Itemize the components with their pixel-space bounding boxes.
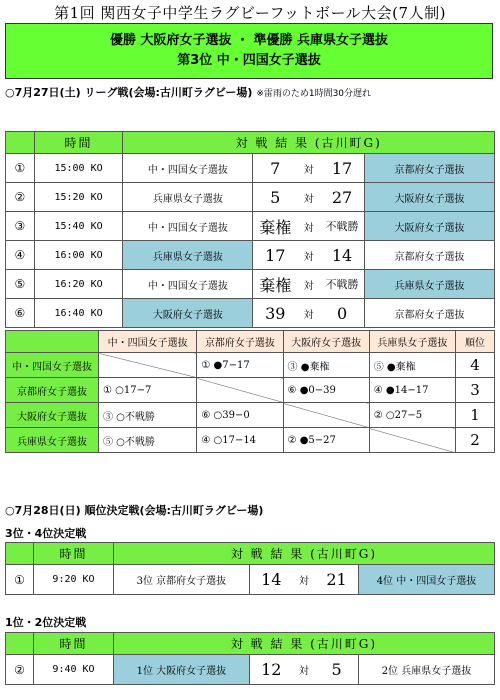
day2-heading: ○7月28日(日) 順位決定戦(会場:古川町ラグビー場) — [5, 504, 264, 517]
banner-line-champions: 優勝 大阪府女子選抜 ・ 準優勝 兵庫県女子選抜 — [109, 33, 389, 48]
home-team: 3位 京都府女子選抜 — [113, 565, 249, 595]
final34-header-time: 時間 — [34, 543, 114, 565]
final34-row — [6, 565, 495, 595]
away-team-winner: 4位 中・四国女子選抜 — [358, 565, 494, 595]
standings-row-team: 京都府女子選抜 — [6, 378, 99, 403]
day1-delay-note: ※雷雨のため1時間30分遅れ — [256, 89, 372, 99]
match-number: ⑥ — [6, 299, 35, 328]
match-number: ③ — [6, 212, 35, 241]
standings-table — [5, 330, 495, 453]
league-match-row — [6, 299, 495, 328]
standings-result-cell: ⑥ ●0−39 — [283, 378, 369, 403]
standings-diagonal-cell — [283, 403, 369, 428]
versus-label: 対 — [297, 270, 320, 299]
standings-rank-header: 順位 — [456, 331, 495, 353]
banner-line-third: 第3位 中・四国女子選抜 — [177, 53, 321, 68]
final34-header-blank — [6, 543, 34, 565]
home-score: 17 — [253, 241, 297, 270]
standings-row-team: 兵庫県女子選抜 — [6, 428, 99, 453]
standings-rank: 3 — [456, 378, 495, 403]
day1-heading-text: ○7月27日(土) リーグ戦(会場:古川町ラグビー場) — [5, 86, 253, 99]
home-team-winner: 1位 大阪府女子選抜 — [113, 655, 249, 685]
standings-row-team: 大阪府女子選抜 — [6, 403, 99, 428]
league-match-row — [6, 270, 495, 299]
results-banner — [5, 23, 493, 79]
home-team: 中・四国女子選抜 — [123, 270, 253, 299]
away-team: 大阪府女子選抜 — [364, 212, 494, 241]
standings-row-team: 中・四国女子選抜 — [6, 353, 99, 378]
away-score: 17 — [320, 154, 364, 183]
standings-diagonal-cell — [99, 353, 197, 378]
final34-heading: 3位・4位決定戦 — [5, 527, 87, 540]
standings-row — [6, 353, 495, 378]
home-team: 中・四国女子選抜 — [123, 154, 253, 183]
league-header-blank — [6, 132, 35, 154]
standings-result-cell: ④ ○17−14 — [197, 428, 283, 453]
standings-result-cell: ③ ●棄権 — [283, 353, 369, 378]
versus-label: 対 — [297, 183, 320, 212]
home-team: 兵庫県女子選抜 — [123, 241, 253, 270]
versus-label: 対 — [297, 212, 320, 241]
home-team: 大阪府女子選抜 — [123, 299, 253, 328]
kickoff-time: 15:20 KO — [34, 183, 123, 212]
away-score: 不戦勝 — [320, 212, 364, 241]
standings-result-cell: ① ●7−17 — [197, 353, 283, 378]
standings-result-cell: ⑥ ○39−0 — [197, 403, 283, 428]
standings-result-cell: ④ ●14−17 — [369, 378, 455, 403]
away-score: 27 — [320, 183, 364, 212]
league-match-row — [6, 154, 495, 183]
final12-row — [6, 655, 495, 685]
standings-result-cell: ② ●5−27 — [283, 428, 369, 453]
away-team: 京都府女子選抜 — [364, 154, 494, 183]
kickoff-time: 16:00 KO — [34, 241, 123, 270]
standings-rank: 2 — [456, 428, 495, 453]
kickoff-time: 16:20 KO — [34, 270, 123, 299]
standings-column-header: 中・四国女子選抜 — [99, 331, 197, 353]
final12-header-time: 時間 — [34, 633, 114, 655]
away-score: 5 — [315, 655, 358, 685]
away-score: 14 — [320, 241, 364, 270]
match-number: ⑤ — [6, 270, 35, 299]
final12-header-blank — [6, 633, 34, 655]
home-score: 5 — [253, 183, 297, 212]
final-3rd-4th-table — [5, 542, 495, 595]
kickoff-time: 15:00 KO — [34, 154, 123, 183]
away-score: 21 — [315, 565, 358, 595]
standings-result-cell: ③ ○不戦勝 — [99, 403, 197, 428]
standings-row — [6, 428, 495, 453]
home-team: 中・四国女子選抜 — [123, 212, 253, 241]
standings-corner — [6, 331, 99, 353]
versus-label: 対 — [297, 241, 320, 270]
versus-label: 対 — [297, 154, 320, 183]
away-team: 京都府女子選抜 — [364, 299, 494, 328]
standings-diagonal-cell — [369, 428, 455, 453]
standings-rank: 4 — [456, 353, 495, 378]
match-number: ② — [6, 655, 34, 685]
match-number: ② — [6, 183, 35, 212]
final12-header-result: 対 戦 結 果 (古川町G) — [113, 633, 494, 655]
final12-heading: 1位・2位決定戦 — [5, 616, 87, 629]
match-number: ④ — [6, 241, 35, 270]
standings-result-cell: ② ○27−5 — [369, 403, 455, 428]
standings-result-cell: ⑤ ●棄権 — [369, 353, 455, 378]
away-score: 0 — [320, 299, 364, 328]
versus-label: 対 — [293, 565, 315, 595]
standings-column-header: 大阪府女子選抜 — [283, 331, 369, 353]
standings-row — [6, 378, 495, 403]
home-score: 7 — [253, 154, 297, 183]
kickoff-time: 16:40 KO — [34, 299, 123, 328]
final34-header-result: 対 戦 結 果 (古川町G) — [113, 543, 494, 565]
standings-row — [6, 403, 495, 428]
home-team: 兵庫県女子選抜 — [123, 183, 253, 212]
home-score: 12 — [249, 655, 292, 685]
standings-result-cell: ⑤ ○不戦勝 — [99, 428, 197, 453]
kickoff-time: 15:40 KO — [34, 212, 123, 241]
league-match-row — [6, 241, 495, 270]
home-score: 棄権 — [253, 270, 297, 299]
kickoff-time: 9:40 KO — [34, 655, 114, 685]
kickoff-time: 9:20 KO — [34, 565, 114, 595]
away-team: 兵庫県女子選抜 — [364, 270, 494, 299]
day1-heading — [5, 84, 371, 100]
standings-column-header: 京都府女子選抜 — [197, 331, 283, 353]
league-header-time: 時間 — [34, 132, 123, 154]
standings-column-header: 兵庫県女子選抜 — [369, 331, 455, 353]
versus-label: 対 — [293, 655, 315, 685]
match-number: ① — [6, 565, 34, 595]
league-results-table — [5, 131, 495, 328]
page-title: 第1回 関西女子中学生ラグビーフットボール大会(7人制) — [54, 4, 446, 22]
final-1st-2nd-table — [5, 632, 495, 685]
league-match-row — [6, 183, 495, 212]
home-score: 棄権 — [253, 212, 297, 241]
league-match-row — [6, 212, 495, 241]
home-score: 14 — [249, 565, 292, 595]
away-score: 不戦勝 — [320, 270, 364, 299]
match-number: ① — [6, 154, 35, 183]
standings-result-cell: ① ○17−7 — [99, 378, 197, 403]
league-header-result: 対 戦 結 果 (古川町G) — [123, 132, 495, 154]
away-team: 2位 兵庫県女子選抜 — [358, 655, 494, 685]
away-team: 大阪府女子選抜 — [364, 183, 494, 212]
home-score: 39 — [253, 299, 297, 328]
away-team: 京都府女子選抜 — [364, 241, 494, 270]
standings-rank: 1 — [456, 403, 495, 428]
standings-diagonal-cell — [197, 378, 283, 403]
versus-label: 対 — [297, 299, 320, 328]
